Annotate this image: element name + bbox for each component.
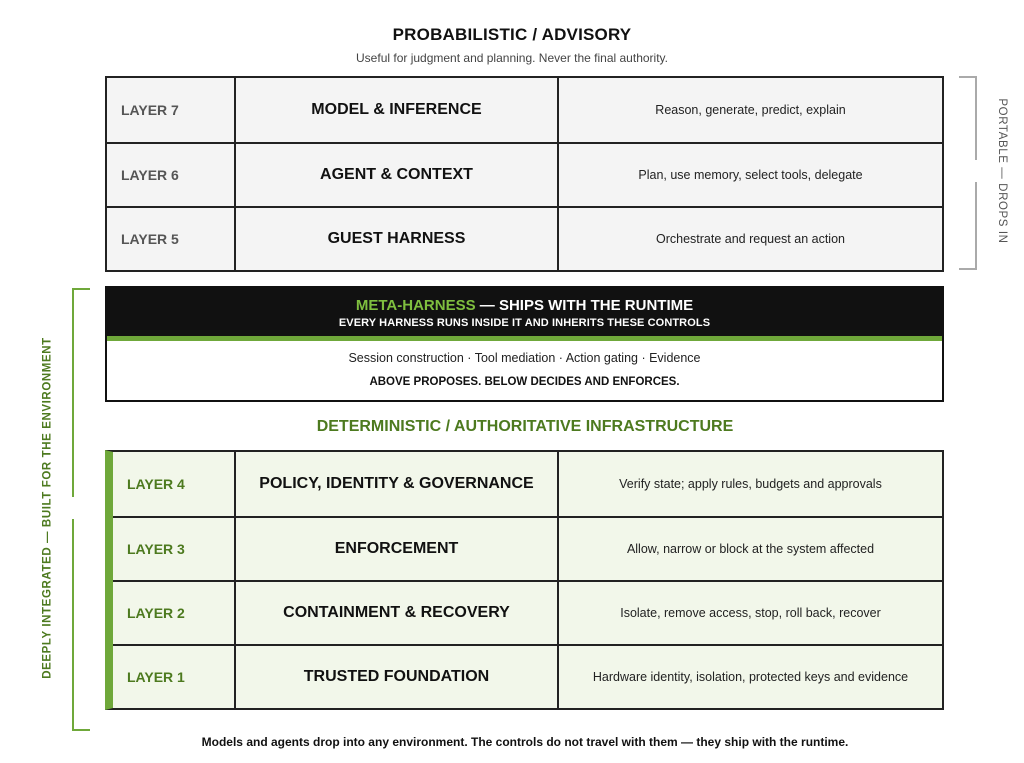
meta-harness-header (107, 288, 942, 341)
top-title: PROBABILISTIC / ADVISORY (392, 25, 632, 44)
meta-harness-rule: ABOVE PROPOSES. BELOW DECIDES AND ENFORCES. (369, 376, 680, 388)
layer-number: LAYER 4 (113, 452, 236, 516)
layer-number: LAYER 3 (113, 518, 236, 580)
layer-name: MODEL & INFERENCE (236, 78, 559, 142)
layer-description: Hardware identity, isolation, protected keys and evidence (592, 670, 909, 684)
deeply-integrated-label: DEEPLY INTEGRATED — BUILT FOR THE ENVIRONMENT (41, 337, 54, 679)
deterministic-title: DETERMINISTIC / AUTHORITATIVE INFRASTRUCTURE (316, 418, 734, 435)
layer-name: TRUSTED FOUNDATION (236, 646, 559, 708)
layer-name: GUEST HARNESS (236, 208, 559, 270)
layer-description: Orchestrate and request an action (655, 232, 845, 246)
meta-harness-title (107, 297, 942, 314)
layer-name: AGENT & CONTEXT (236, 144, 559, 206)
layer-number: LAYER 6 (107, 144, 236, 206)
layer-row (107, 206, 942, 270)
layer-description: Verify state; apply rules, budgets and approvals (619, 477, 882, 491)
layer-row (113, 452, 942, 516)
layer-name: ENFORCEMENT (236, 518, 559, 580)
layer-row (113, 516, 942, 580)
layer-name: CONTAINMENT & RECOVERY (236, 582, 559, 644)
meta-harness-title-rest: — SHIPS WITH THE RUNTIME (475, 297, 694, 314)
meta-harness-items: Session construction · Tool mediation · Action gating · Evidence (348, 351, 701, 365)
deterministic-layers-table (105, 450, 944, 710)
footer-note: Models and agents drop into any environment. The controls do not travel with them — they ship with the runtime. (201, 735, 849, 749)
layer-number: LAYER 5 (107, 208, 236, 270)
layer-number: LAYER 2 (113, 582, 236, 644)
meta-harness-title-green: META-HARNESS (355, 297, 476, 314)
layer-description: Isolate, remove access, stop, roll back, recover (620, 606, 881, 620)
layer-row (107, 78, 942, 142)
layer-description: Allow, narrow or block at the system affected (626, 542, 875, 556)
portable-label: PORTABLE — DROPS IN (996, 98, 1008, 244)
layer-number: LAYER 1 (113, 646, 236, 708)
meta-harness-subtitle: EVERY HARNESS RUNS INSIDE IT AND INHERITS THESE CONTROLS (338, 317, 711, 329)
layer-row (113, 580, 942, 644)
left-bracket-gap (66, 497, 78, 519)
right-bracket-gap (970, 160, 980, 182)
layer-description: Reason, generate, predict, explain (655, 103, 846, 117)
meta-harness-box (105, 286, 944, 402)
layer-row (107, 142, 942, 206)
layer-row (113, 644, 942, 708)
layer-description: Plan, use memory, select tools, delegate (638, 168, 863, 182)
layer-name: POLICY, IDENTITY & GOVERNANCE (236, 452, 559, 516)
top-subtitle: Useful for judgment and planning. Never the final authority. (356, 51, 668, 65)
layer-number: LAYER 7 (107, 78, 236, 142)
probabilistic-layers-table (105, 76, 944, 272)
